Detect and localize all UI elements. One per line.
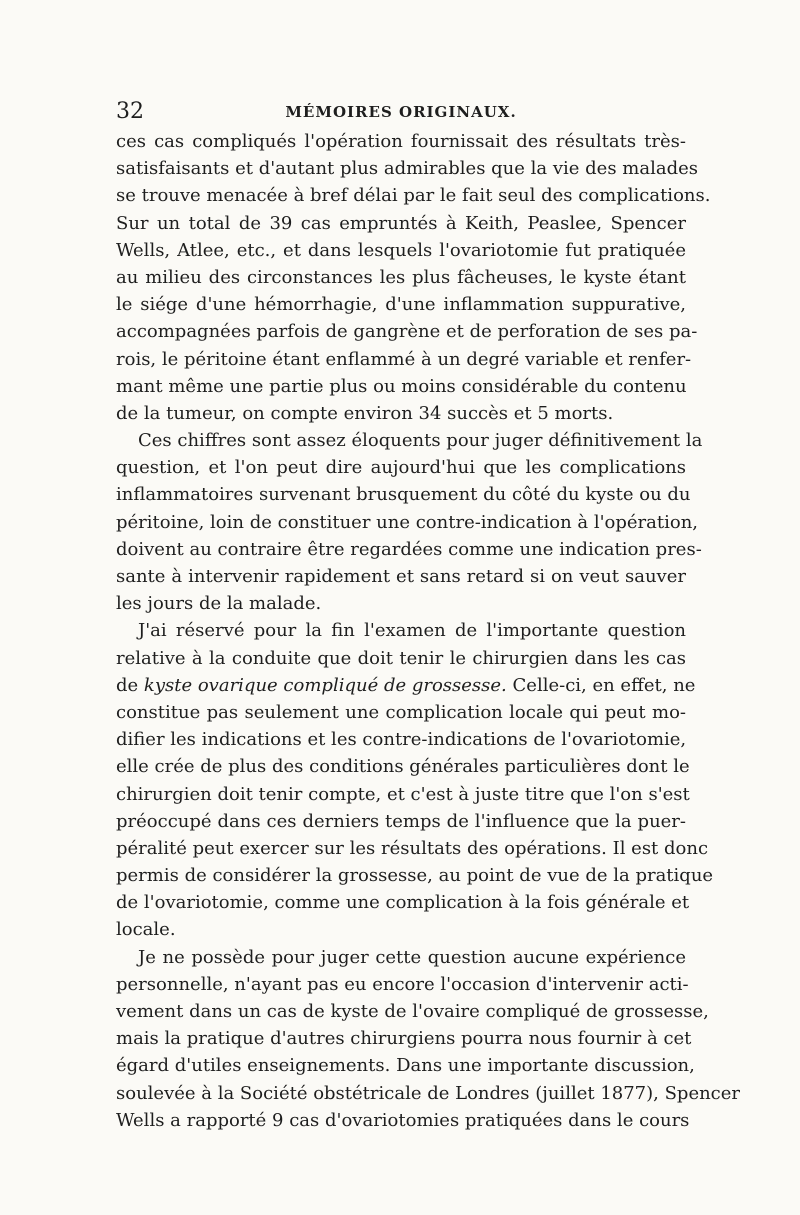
text-line: inflammatoires survenant brusquement du côté du kyste ou du (116, 484, 691, 506)
text-line: le siége d'une hémorrhagie, d'une inflammation suppurative, (116, 294, 686, 316)
body-text (116, 128, 741, 1134)
text-line: rois, le péritoine étant enflammé à un degré variable et renfer- (116, 348, 692, 370)
text-line: permis de considérer la grossesse, au point de vue de la pratique (116, 865, 714, 887)
text-line: elle crée de plus des conditions générales particulières dont le (116, 756, 690, 778)
paragraph-3 (116, 617, 714, 943)
text-line: chirurgien doit tenir compte, et c'est à juste titre que l'on s'est (116, 783, 690, 805)
text-line: de la tumeur, on compte environ 34 succès et 5 morts. (116, 402, 614, 424)
text-line: J'ai réservé pour la fin l'examen de l'importante question (138, 620, 686, 642)
text-line: Wells, Atlee, etc., et dans lesquels l'ovariotomie fut pratiquée (116, 239, 686, 261)
text-line: soulevée à la Société obstétricale de Londres (juillet 1877), Spencer (116, 1082, 741, 1104)
text-line: les jours de la malade. (116, 593, 322, 615)
text-line: vement dans un cas de kyste de l'ovaire compliqué de grossesse, (116, 1001, 709, 1022)
paragraph-1 (116, 128, 711, 427)
running-head (116, 98, 686, 126)
text-line: mant même une partie plus ou moins considérable du contenu (116, 375, 687, 397)
italic-phrase: kyste ovarique compliqué de grossesse. (143, 674, 507, 696)
text-line: doivent au contraire être regardées comme une indication pres- (116, 538, 702, 560)
text-line: mais la pratique d'autres chirurgiens pourra nous fournir à cet (116, 1028, 692, 1050)
text-line: ces cas compliqués l'opération fournissait des résultats très- (116, 131, 686, 152)
text-line: Sur un total de 39 cas empruntés à Keith, Peaslee, Spencer (116, 212, 686, 234)
text-line: au milieu des circonstances les plus fâcheuses, le kyste étant (116, 266, 686, 288)
text-line: préoccupé dans ces derniers temps de l'influence que la puer- (116, 810, 686, 832)
paragraph-4 (116, 944, 741, 1134)
text-line: de l'ovariotomie, comme une complication à la fois générale et (116, 892, 690, 914)
text-line: constitue pas seulement une complication locale qui peut mo- (116, 701, 686, 723)
text-segment: Celle-ci, en effet, ne (512, 674, 696, 696)
text-line: péralité peut exercer sur les résultats des opérations. Il est donc (116, 837, 709, 859)
text-line: accompagnées parfois de gangrène et de perforation de ses pa- (116, 321, 698, 343)
text-line: relative à la conduite que doit tenir le chirurgien dans les cas (116, 647, 686, 669)
text-line: question, et l'on peut dire aujourd'hui que les complications (116, 457, 686, 479)
running-title: MÉMOIRES ORIGINAUX. (285, 103, 517, 121)
page-number: 32 (116, 99, 144, 124)
text-segment: de (116, 674, 139, 696)
text-line: sante à intervenir rapidement et sans retard si on veut sauver (116, 566, 686, 587)
text-line: Ces chiffres sont assez éloquents pour juger définitivement la (138, 430, 703, 452)
paragraph-2 (116, 427, 703, 617)
text-line: difier les indications et les contre-indications de l'ovariotomie, (116, 729, 687, 751)
text-line: personnelle, n'ayant pas eu encore l'occasion d'intervenir acti- (116, 973, 689, 995)
text-line: Je ne possède pour juger cette question aucune expérience (138, 946, 686, 968)
text-line: péritoine, loin de constituer une contre-indication à l'opération, (116, 511, 699, 533)
text-line-mixed (116, 672, 696, 699)
text-line: égard d'utiles enseignements. Dans une importante discussion, (116, 1055, 695, 1077)
text-line: Wells a rapporté 9 cas d'ovariotomies pratiquées dans le cours (116, 1109, 690, 1131)
text-line: se trouve menacée à bref délai par le fait seul des complications. (116, 185, 711, 207)
text-line: locale. (116, 919, 176, 941)
text-line: satisfaisants et d'autant plus admirables que la vie des malades (116, 158, 698, 180)
